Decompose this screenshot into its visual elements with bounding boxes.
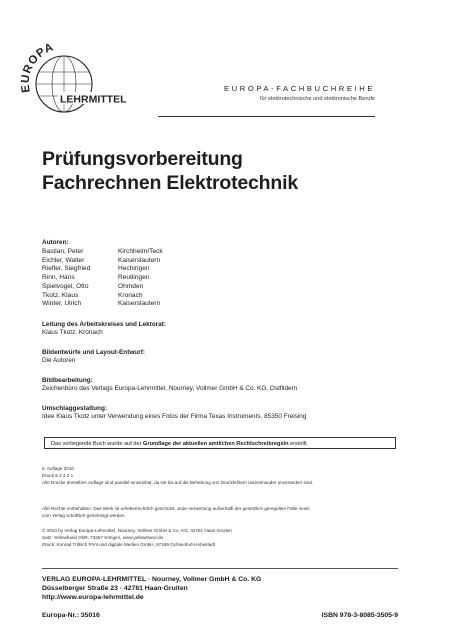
logo-top-text: EUROPA <box>20 41 56 94</box>
bildentwuerfe-block: Bildentwürfe und Layout-Entwurf: Die Autoren <box>42 349 145 365</box>
author-row: Eichler, Walter Kaiserslautern <box>42 256 161 264</box>
isbn: ISBN 978-3-8085-3505-9 <box>321 612 398 619</box>
edition-info: 5. Auflage 2010 Druck 5 4 3 2 1 Alle Drucke derselben Auflage sind parallel einsetzbar, da sie bis auf die Behebung von Druckfehlern untereinander unverändert sind. <box>42 466 314 485</box>
leitung-block: Leitung des Arbeitskreises und Lektorat: Klaus Tkotz, Kronach <box>42 321 167 337</box>
series-name: EUROPA-FACHBUCHREIHE <box>223 84 375 93</box>
publisher-info: VERLAG EUROPA-LEHRMITTEL · Nourney, Vollmer GmbH & Co. KG Düsselberger Straße 23 · 42781 Haan-Gruiten http://www.europa-lehrmittel.de <box>42 576 262 601</box>
author-row: Rinn, Hans Reutlingen <box>42 274 150 282</box>
production-credits: © 2010 by Verlag Europa-Lehrmittel, Nourney, Vollmer GmbH & Co. KG, 42781 Haan-Gruiten Satz: Yellowhand GbR, 73257 Köngen, www.yellowhand.de Druck: Konrad Triltsch Print und digitale Medien GmbH, 97199 Ochsenfurt-Hohestadt <box>42 528 232 547</box>
bildbearbeitung-block: Bildbearbeitung: Zeichenbüro des Verlags Europa-Lehrmittel, Nourney, Vollmer GmbH & Co. KG, Ostfildern <box>42 377 298 393</box>
author-row: Tkotz, Klaus Kronach <box>42 291 143 299</box>
book-title-line-1: Prüfungsvorbereitung <box>42 148 243 170</box>
authors-label: Autoren: <box>42 239 69 246</box>
europa-globe-icon <box>20 34 150 120</box>
series-divider <box>158 116 375 117</box>
series-header <box>224 84 375 102</box>
umschlag-block: Umschlaggestaltung: Idee Klaus Tkotz unter Verwendung eines Fotos der Firma Texas Instruments, 85350 Freising <box>42 405 307 421</box>
book-title-line-2: Fachrechnen Elektrotechnik <box>42 172 298 194</box>
author-row: Spielvogel, Otto Ohmden <box>42 282 144 290</box>
svg-text:EUROPA <box>20 41 56 93</box>
author-row: Riefler, Siegfried Hechingen <box>42 265 150 273</box>
spelling-note-box: Das vorliegende Buch wurde auf der Grundlage der aktuellen amtlichen Rechtschreibregeln erstellt. <box>44 437 396 449</box>
authors-list <box>42 248 163 309</box>
divider-line <box>42 568 398 569</box>
publisher-logo <box>20 34 150 120</box>
europa-number: Europa-Nr.: 35016 <box>42 612 100 619</box>
author-row: Bastian, Peter Kirchheim/Teck <box>42 248 163 255</box>
rights-notice: Alle Rechte vorbehalten. Das Werk ist urheberrechtlich geschützt. Jede Verwertung außerhalb der gesetzlich geregelten Fälle muss vom Verlag schriftlich genehmigt werden. <box>42 506 310 518</box>
logo-bottom-text: LEHRMITTEL <box>60 93 127 106</box>
author-row: Winter, Ulrich Kaiserslautern <box>42 300 161 308</box>
book-title <box>42 147 298 195</box>
series-subtitle: für elektrotechnische und elektronische Berufe <box>259 96 375 102</box>
